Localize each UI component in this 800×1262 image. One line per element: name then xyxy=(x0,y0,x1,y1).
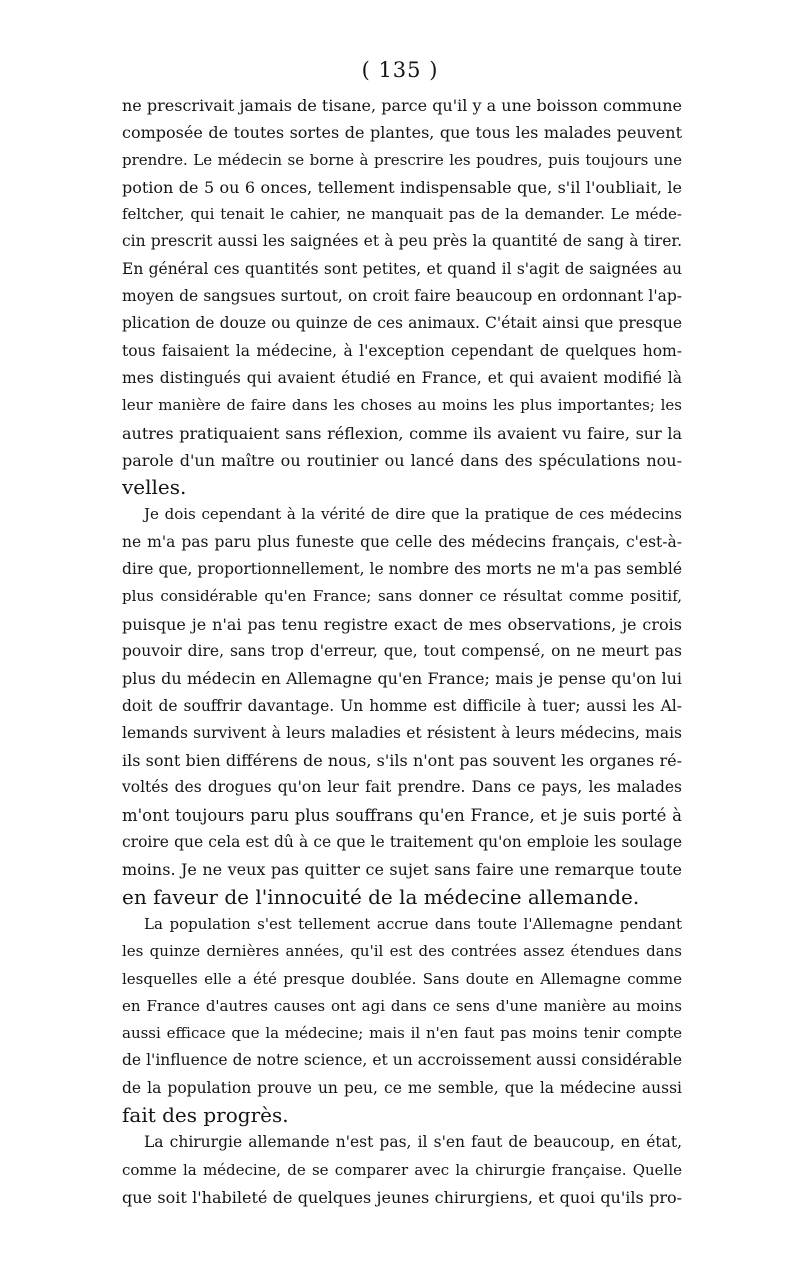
text-line: Je dois cependant à la vérité de dire que la pratique de ces médecins xyxy=(144,505,682,524)
text-line: que soit l'habileté de quelques jeunes chirurgiens, et quoi qu'ils pro- xyxy=(122,1187,682,1207)
text-line: dire que, proportionnellement, le nombre des morts ne m'a pas semblé xyxy=(122,560,682,579)
text-line: aussi efficace que la médecine; mais il n'en faut pas moins tenir compte xyxy=(122,1024,682,1043)
text-line: en faveur de l'innocuité de la médecine allemande. xyxy=(122,884,640,909)
text-line: lemands survivent à leurs maladies et résistent à leurs médecins, mais xyxy=(122,723,682,742)
paragraph xyxy=(122,92,682,501)
text-line: parole d'un maître ou routinier ou lancé dans des spéculations nou- xyxy=(122,450,682,470)
text-line: en France d'autres causes ont agi dans ce sens d'une manière au moins xyxy=(122,996,682,1015)
paragraph xyxy=(122,501,682,910)
paragraph xyxy=(122,911,682,1129)
text-line: plus considérable qu'en France; sans donner ce résultat comme positif, xyxy=(122,587,682,606)
text-line: ils sont bien différens de nous, s'ils n'ont pas souvent les organes ré- xyxy=(122,751,682,771)
paragraph xyxy=(122,1129,682,1211)
text-line: plication de douze ou quinze de ces animaux. C'était ainsi que presque xyxy=(122,314,682,333)
text-line: comme la médecine, de se comparer avec la chirurgie française. Quelle xyxy=(122,1160,682,1179)
text-line: composée de toutes sortes de plantes, que tous les malades peuvent xyxy=(122,123,682,143)
text-line: plus du médecin en Allemagne qu'en France; mais je pense qu'on lui xyxy=(122,669,682,689)
text-line: prendre. Le médecin se borne à prescrire les poudres, puis toujours une xyxy=(122,150,682,169)
text-line: moyen de sangsues surtout, on croit faire beaucoup en ordonnant l'ap- xyxy=(122,287,682,306)
text-line: puisque je n'ai pas tenu registre exact de mes observations, je crois xyxy=(122,614,682,634)
text-line: ne m'a pas paru plus funeste que celle des médecins français, c'est-à- xyxy=(122,532,682,551)
text-line: tous faisaient la médecine, à l'exception cependant de quelques hom- xyxy=(122,341,682,360)
text-line: de la population prouve un peu, ce me semble, que la médecine aussi xyxy=(122,1078,682,1097)
text-line: leur manière de faire dans les choses au moins les plus importantes; les xyxy=(122,396,682,415)
text-line: moins. Je ne veux pas quitter ce sujet sans faire une remarque toute xyxy=(122,860,682,880)
page-number: ( 135 ) xyxy=(361,58,439,82)
text-line: pouvoir dire, sans trop d'erreur, que, tout compensé, on ne meurt pas xyxy=(122,641,682,660)
text-line: les quinze dernières années, qu'il est des contrées assez étendues dans xyxy=(122,942,682,961)
text-line: feltcher, qui tenait le cahier, ne manquait pas de la demander. Le méde- xyxy=(122,205,682,224)
text-line: de l'influence de notre science, et un accroissement aussi considérable xyxy=(122,1051,682,1070)
text-line: ne prescrivait jamais de tisane, parce qu'il y a une boisson commune xyxy=(122,96,682,115)
text-line: La chirurgie allemande n'est pas, il s'en faut de beaucoup, en état, xyxy=(144,1133,682,1152)
text-line: mes distingués qui avaient étudié en France, et qui avaient modifié là xyxy=(122,368,682,387)
text-line: croire que cela est dû à ce que le traitement qu'on emploie les soulage xyxy=(122,833,682,852)
text-line: m'ont toujours paru plus souffrans qu'en France, et je suis porté à xyxy=(122,805,682,825)
text-line: potion de 5 ou 6 onces, tellement indispensable que, s'il l'oubliait, le xyxy=(122,177,682,197)
body-text xyxy=(122,92,682,1211)
text-line: lesquelles elle a été presque doublée. Sans doute en Allemagne comme xyxy=(122,969,682,988)
text-line: En général ces quantités sont petites, et quand il s'agit de saignées au xyxy=(122,259,682,278)
text-line: autres pratiquaient sans réflexion, comme ils avaient vu faire, sur la xyxy=(122,423,682,443)
text-line: cin prescrit aussi les saignées et à peu près la quantité de sang à tirer. xyxy=(122,232,682,251)
text-line: fait des progrès. xyxy=(122,1102,289,1127)
text-line: La population s'est tellement accrue dans toute l'Allemagne pendant xyxy=(144,914,682,933)
text-line: doit de souffrir davantage. Un homme est difficile à tuer; aussi les Al- xyxy=(122,696,682,715)
text-line: voltés des drogues qu'on leur fait prendre. Dans ce pays, les malades xyxy=(122,778,682,797)
text-line: velles. xyxy=(122,475,187,500)
